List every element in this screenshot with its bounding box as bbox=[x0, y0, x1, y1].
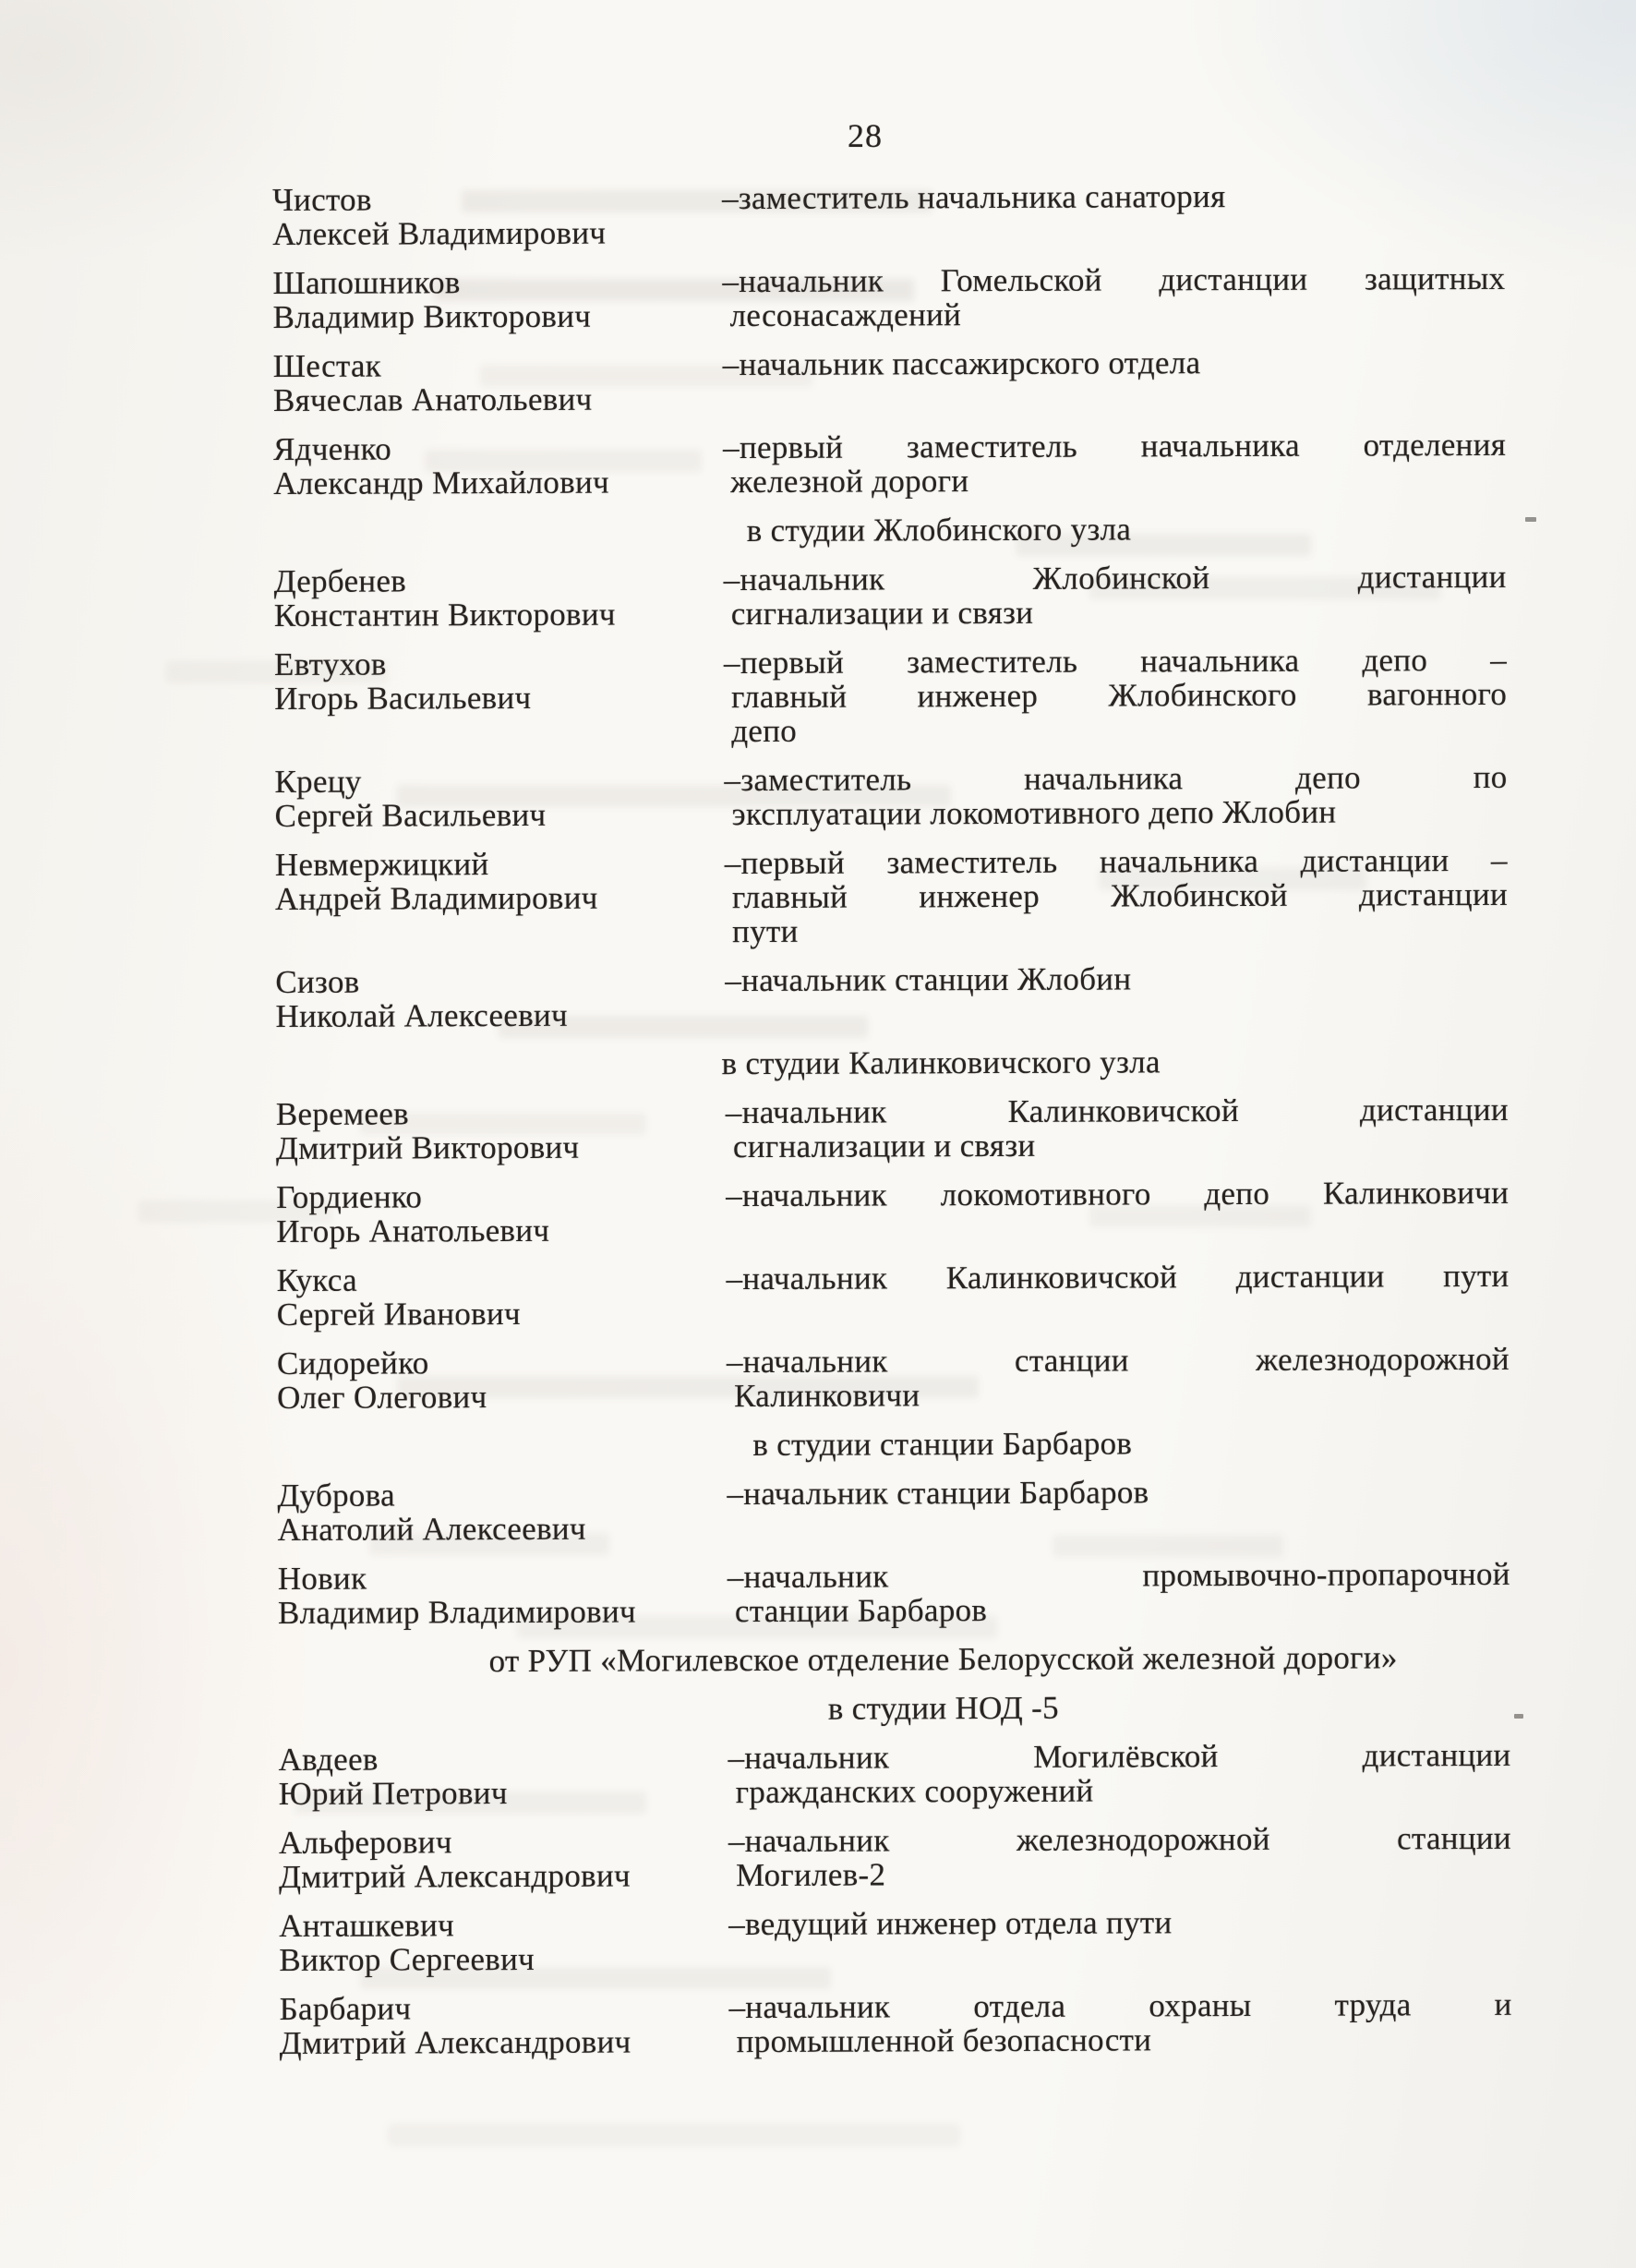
person-surname: Дербенев bbox=[273, 562, 407, 599]
person-name bbox=[273, 347, 723, 417]
person-position bbox=[722, 178, 1505, 215]
person-surname: Дуброва bbox=[277, 1477, 395, 1514]
position-line: –начальник станции железнодорожной bbox=[726, 1340, 1510, 1381]
person-surname: Альферович bbox=[278, 1824, 452, 1861]
position-line: –начальник Могилёвской дистанции bbox=[728, 1736, 1511, 1777]
person-surname: Крецу bbox=[274, 763, 362, 800]
person-position bbox=[725, 960, 1508, 997]
person-position bbox=[723, 428, 1506, 499]
position-line: –первый заместитель начальника отделения bbox=[723, 426, 1507, 466]
person-position bbox=[727, 1342, 1510, 1413]
person-position bbox=[725, 843, 1508, 948]
person-name bbox=[276, 1178, 726, 1249]
person-name bbox=[274, 645, 724, 716]
person-given-names: Александр Михайлович bbox=[273, 464, 610, 501]
person-name bbox=[278, 1560, 728, 1630]
position-line: –начальник станции Барбаров bbox=[727, 1474, 1149, 1513]
section-heading: в студии Калинковичского узла bbox=[721, 1044, 1161, 1082]
ghost-text-smudge bbox=[388, 2124, 960, 2146]
position-line: сигнализации и связи bbox=[732, 1127, 1036, 1165]
person-surname: Анташкевич bbox=[279, 1907, 455, 1944]
person-given-names: Игорь Анатольевич bbox=[276, 1212, 550, 1249]
position-line: –начальник пассажирского отдела bbox=[722, 344, 1201, 383]
person-position bbox=[724, 760, 1507, 831]
list-item bbox=[278, 1738, 1510, 1811]
person-surname: Ядченко bbox=[273, 430, 392, 467]
person-name bbox=[276, 1261, 726, 1332]
list-item bbox=[275, 960, 1508, 1033]
position-line: –начальник железнодорожной станции bbox=[728, 1819, 1511, 1860]
position-line: сигнализации и связи bbox=[730, 594, 1034, 633]
person-surname: Кукса bbox=[276, 1261, 357, 1298]
person-given-names: Игорь Васильевич bbox=[274, 679, 532, 717]
position-line: железной дороги bbox=[730, 463, 969, 501]
list-item bbox=[275, 843, 1508, 950]
person-name bbox=[277, 1345, 727, 1415]
person-given-names: Николай Алексеевич bbox=[275, 996, 568, 1034]
person-name bbox=[279, 1824, 728, 1894]
ink-speck bbox=[1514, 1714, 1523, 1719]
position-line: –начальник промывочно-пропарочной bbox=[727, 1555, 1510, 1596]
section-heading: в студии станции Барбаров bbox=[752, 1425, 1133, 1464]
person-name bbox=[279, 1907, 728, 1977]
person-given-names: Сергей Иванович bbox=[276, 1295, 521, 1333]
person-given-names: Олег Олегович bbox=[276, 1379, 487, 1416]
person-position bbox=[724, 643, 1507, 748]
person-given-names: Дмитрий Александрович bbox=[278, 1857, 631, 1895]
position-line: –начальник Калинковичской дистанции bbox=[725, 1091, 1509, 1131]
person-position bbox=[728, 1557, 1510, 1628]
person-name bbox=[275, 846, 725, 916]
person-position bbox=[722, 261, 1505, 332]
position-line: –начальник Калинковичской дистанции пути bbox=[726, 1257, 1510, 1297]
person-position bbox=[726, 1176, 1509, 1212]
person-given-names: Константин Викторович bbox=[273, 596, 616, 633]
list-item bbox=[272, 178, 1505, 251]
person-name bbox=[280, 1990, 729, 2060]
person-name bbox=[274, 763, 724, 833]
position-line: –начальник станции Жлобин bbox=[725, 960, 1132, 999]
position-line: главный инженер Жлобинской дистанции bbox=[731, 875, 1509, 916]
person-surname: Сизов bbox=[275, 963, 360, 1000]
person-surname: Невмержицкий bbox=[274, 846, 489, 883]
person-given-names: Вячеслав Анатольевич bbox=[272, 380, 593, 418]
page-number: 28 bbox=[848, 117, 883, 154]
person-surname: Веремеев bbox=[275, 1095, 410, 1132]
position-line: –начальник Гомельской дистанции защитных bbox=[722, 259, 1506, 300]
person-surname: Гордиенко bbox=[276, 1178, 423, 1215]
person-position bbox=[728, 1904, 1511, 1941]
list-item bbox=[273, 344, 1506, 417]
position-line: гражданских сооружений bbox=[735, 1772, 1094, 1811]
position-line: промышленной безопасности bbox=[736, 2021, 1152, 2060]
position-line: –первый заместитель начальника дистанции – bbox=[724, 841, 1508, 882]
person-name bbox=[275, 963, 725, 1033]
person-surname: Новик bbox=[277, 1560, 367, 1597]
position-line: эксплуатации локомотивного депо Жлобин bbox=[731, 793, 1337, 833]
participants-list bbox=[272, 178, 1512, 2075]
person-name bbox=[276, 1095, 726, 1165]
position-line: –ведущий инженер отдела пути bbox=[728, 1904, 1173, 1943]
person-name bbox=[277, 1477, 727, 1547]
person-given-names: Владимир Владимирович bbox=[277, 1593, 636, 1631]
person-given-names: Анатолий Алексеевич bbox=[277, 1510, 586, 1548]
list-item bbox=[273, 428, 1506, 501]
list-item bbox=[278, 1557, 1510, 1630]
person-name bbox=[273, 430, 723, 501]
ink-speck bbox=[1525, 517, 1536, 522]
person-given-names: Виктор Сергеевич bbox=[279, 1940, 535, 1978]
section-heading: от РУП «Могилевское отделение Белорусской железной дороги» bbox=[488, 1639, 1398, 1680]
position-line: станции Барбаров bbox=[734, 1592, 988, 1630]
person-name bbox=[274, 562, 724, 633]
person-given-names: Сергей Васильевич bbox=[274, 796, 547, 834]
list-item bbox=[276, 1092, 1509, 1165]
position-line: главный инженер Жлобинского вагонного bbox=[731, 675, 1508, 716]
list-item bbox=[274, 560, 1507, 633]
list-item bbox=[277, 1342, 1510, 1415]
person-position bbox=[723, 344, 1506, 381]
person-surname: Шестак bbox=[272, 347, 382, 384]
list-item bbox=[279, 1821, 1511, 1894]
person-surname: Барбарич bbox=[279, 1990, 412, 2027]
person-name bbox=[278, 1741, 728, 1811]
person-surname: Сидорейко bbox=[276, 1345, 429, 1381]
position-line: –начальник отдела охраны труда и bbox=[728, 1985, 1512, 2026]
list-item bbox=[276, 1259, 1509, 1332]
person-surname: Евтухов bbox=[273, 645, 387, 682]
position-line: –заместитель начальника санатория bbox=[721, 178, 1226, 217]
person-name bbox=[272, 264, 722, 334]
person-given-names: Владимир Викторович bbox=[272, 297, 592, 335]
person-surname: Чистов bbox=[271, 181, 372, 218]
person-given-names: Алексей Владимирович bbox=[272, 214, 607, 252]
person-given-names: Дмитрий Александрович bbox=[279, 2023, 632, 2061]
position-line: Могилев-2 bbox=[735, 1856, 886, 1894]
person-given-names: Юрий Петрович bbox=[278, 1775, 508, 1812]
position-line: –заместитель начальника депо по bbox=[724, 758, 1508, 799]
position-line: лесонасаждений bbox=[729, 296, 962, 334]
person-given-names: Дмитрий Викторович bbox=[275, 1128, 580, 1166]
person-position bbox=[724, 560, 1507, 631]
list-item bbox=[274, 760, 1507, 833]
section-heading: в студии Жлобинского узла bbox=[746, 511, 1132, 549]
section-heading: в студии НОД -5 bbox=[827, 1689, 1059, 1727]
person-position bbox=[726, 1092, 1509, 1164]
list-item bbox=[274, 643, 1507, 750]
person-name bbox=[272, 181, 722, 251]
person-surname: Шапошников bbox=[272, 264, 461, 301]
person-position bbox=[728, 1821, 1511, 1892]
list-item bbox=[279, 1904, 1511, 1977]
person-position bbox=[728, 1738, 1510, 1809]
list-item bbox=[272, 261, 1505, 334]
person-position bbox=[726, 1259, 1509, 1296]
position-line: –начальник Жлобинской дистанции bbox=[723, 558, 1507, 598]
position-line: пути bbox=[732, 912, 799, 950]
list-item bbox=[277, 1474, 1510, 1547]
position-line: Калинковичи bbox=[733, 1377, 920, 1415]
person-position bbox=[727, 1474, 1510, 1511]
list-item bbox=[280, 1987, 1512, 2060]
person-surname: Авдеев bbox=[278, 1741, 379, 1778]
list-item bbox=[276, 1176, 1509, 1249]
position-line: –начальник локомотивного депо Калинковичи bbox=[726, 1174, 1510, 1214]
position-line: –первый заместитель начальника депо – bbox=[723, 641, 1508, 682]
person-given-names: Андрей Владимирович bbox=[274, 879, 598, 917]
person-position bbox=[729, 1987, 1512, 2058]
position-line: депо bbox=[731, 712, 798, 750]
